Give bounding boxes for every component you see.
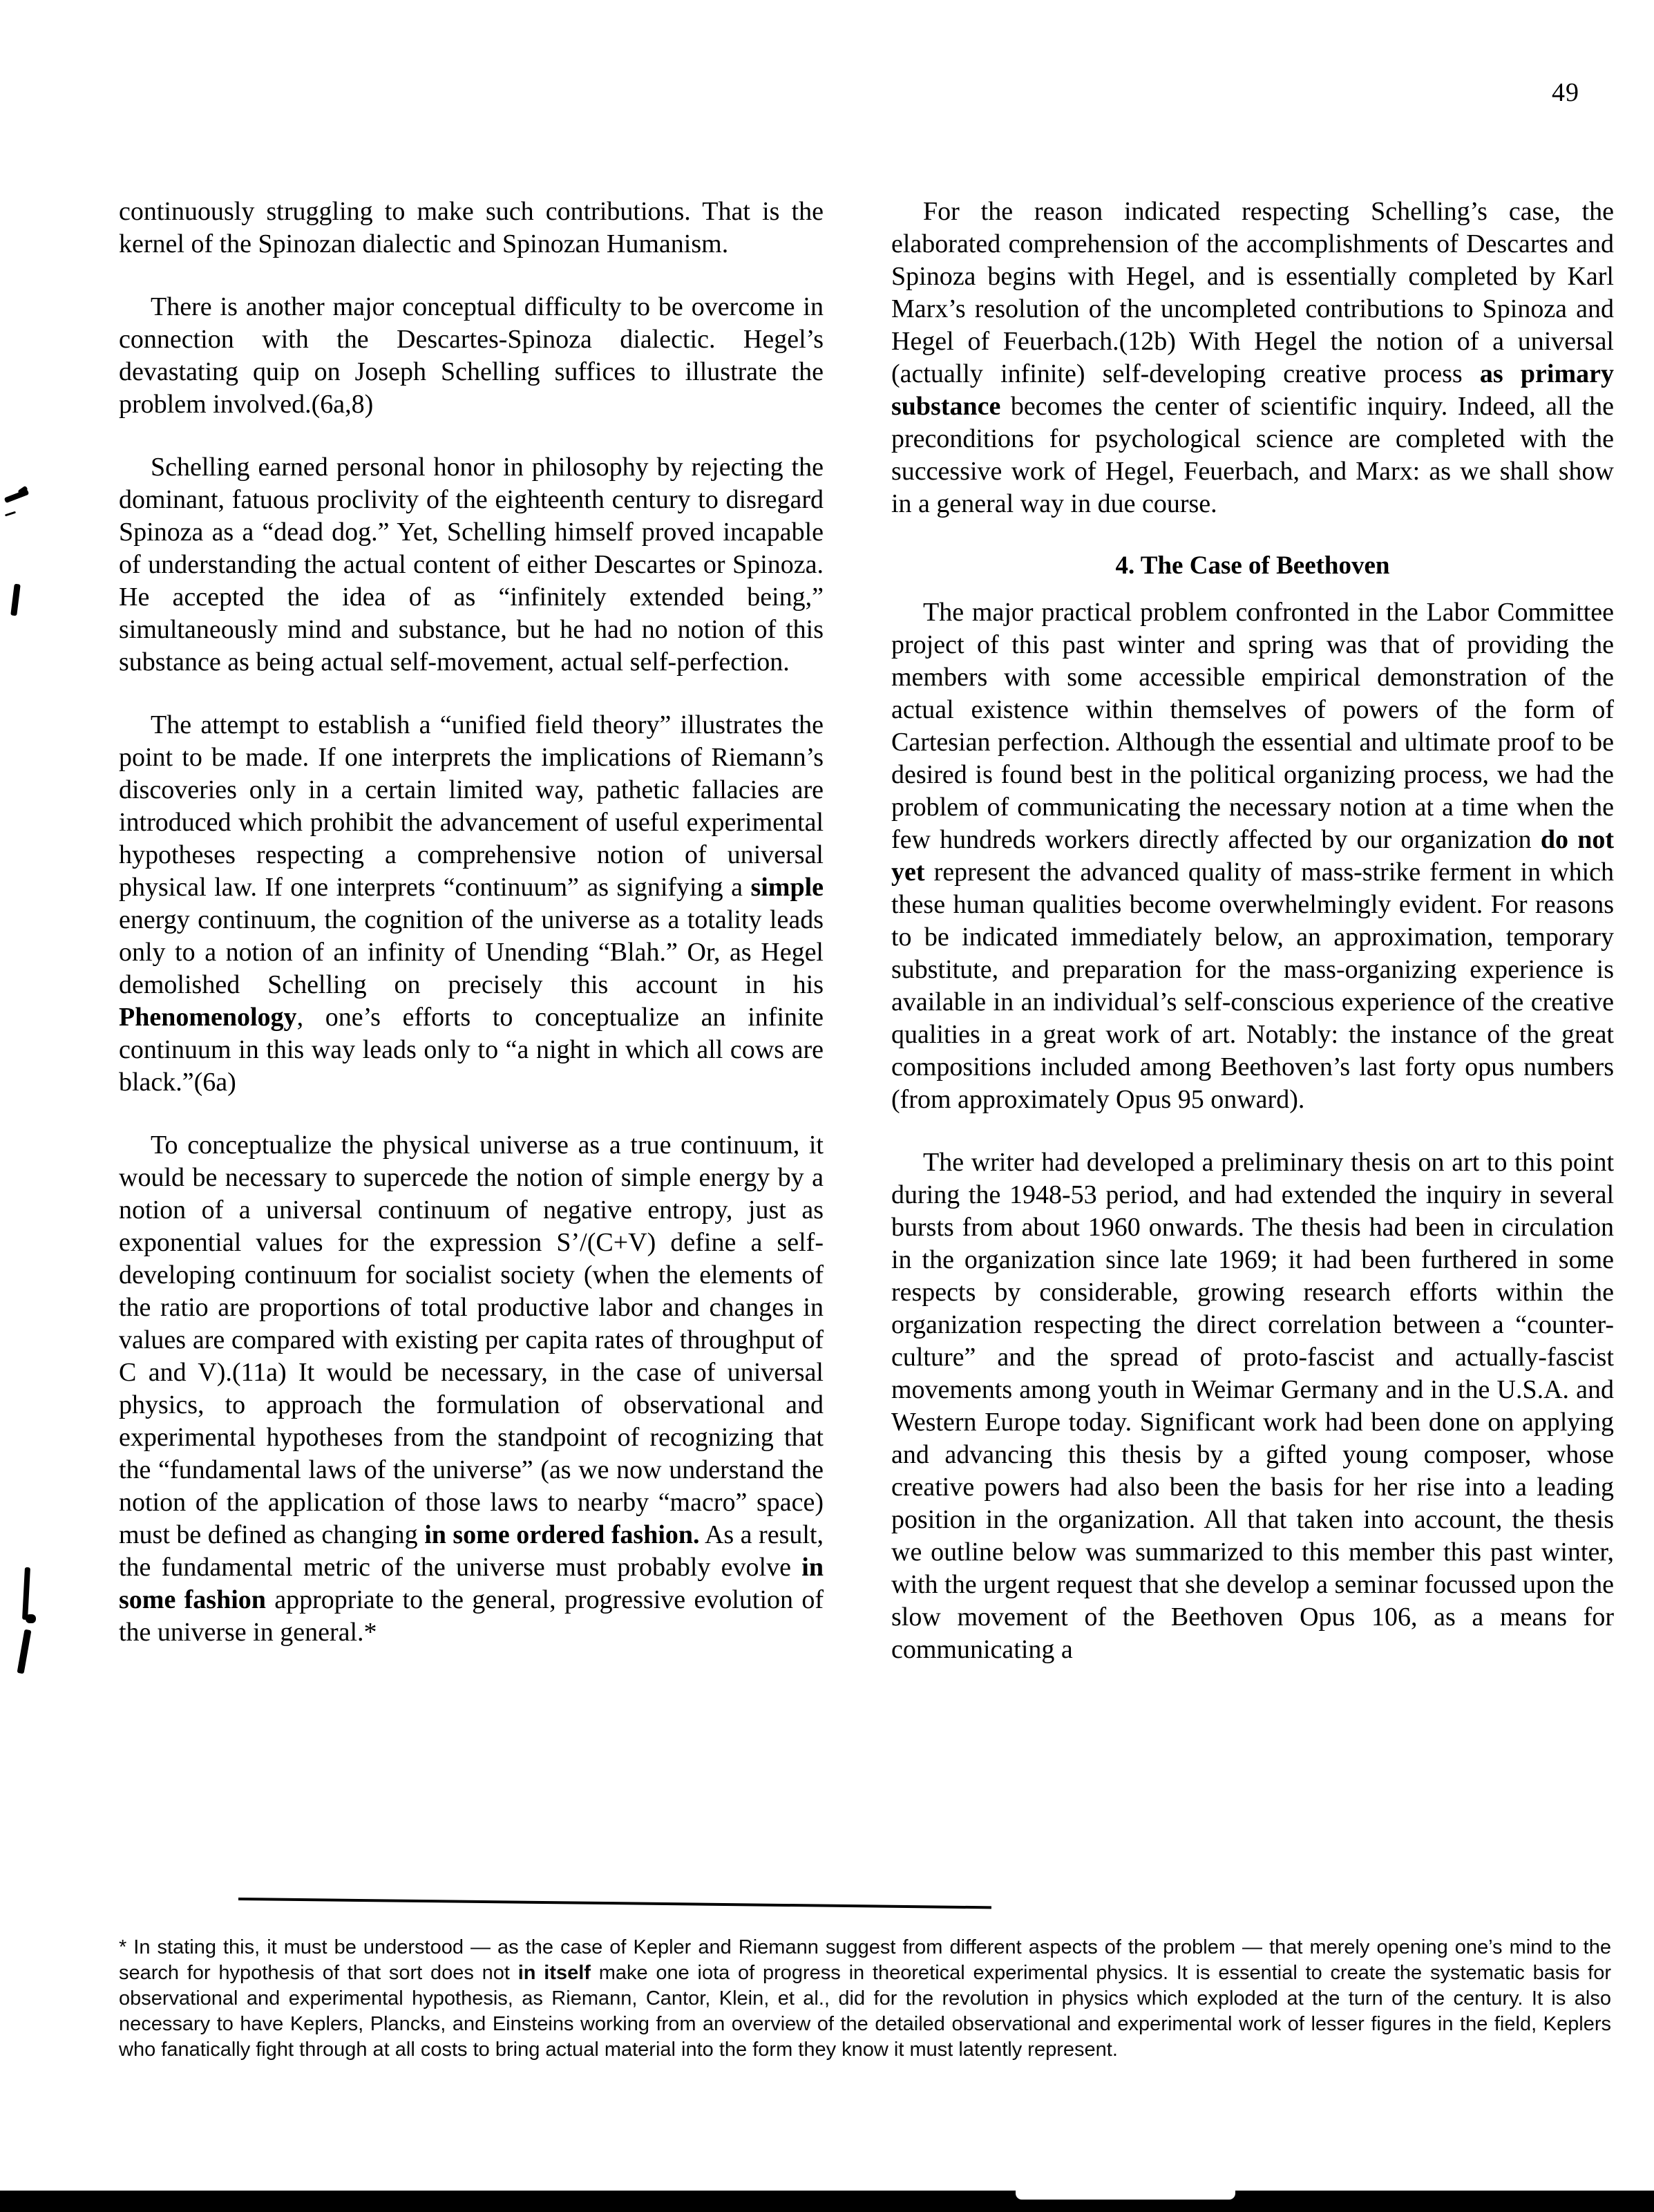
right-column	[891, 196, 1614, 1696]
paragraph	[119, 1129, 824, 1649]
left-column	[119, 196, 824, 1696]
text-segment: The major practical problem confronted in the Labor Committee project of this past winter and spring was that of providing the members with some accessible empirical demonstration of the actual existence within themselves of powers of the form of Cartesian perfection. Although the essential and ultimate proof to be desired is found best in the political organizing process, we had the problem of communicating the necessary notion at a time when the few hundreds workers directly affected by our organization	[891, 598, 1614, 854]
bold-text-segment: in itself	[517, 1962, 591, 1984]
paragraph	[891, 1146, 1614, 1666]
section-heading: 4. The Case of Beethoven	[1115, 551, 1390, 580]
paragraph	[119, 196, 824, 261]
text-segment: becomes the center of scientific inquiry. Indeed, all the preconditions for psychological science are completed with the successive work of Hegel, Feuerbach, and Marx: as we shall show in a general way in due course.	[891, 392, 1614, 518]
page-number: 49	[1552, 78, 1579, 107]
bold-text-segment: in some ordered fashion.	[424, 1520, 700, 1549]
scan-edge-bar-notch	[1016, 2191, 1235, 2200]
paragraph	[119, 451, 824, 679]
text-segment: Schelling earned personal honor in philosophy by rejecting the dominant, fatuous proclivity of the eighteenth century to disregard Spinoza as a “dead dog.” Yet, Schelling himself proved incapable of understanding the actual content of either Descartes or Spinoza. He accepted the idea of as “infinitely extended being,” simultaneously mind and substance, but he had no notion of this substance as being actual self-movement, actual self-perfection.	[119, 453, 824, 677]
text-segment: represent the advanced quality of mass-strike ferment in which these human qualities become overwhelmingly evident. For reasons to be indicated immediately below, an approximation, temporary substitute, and preparation for the mass-organizing experience is available in an individual’s self-conscious experience of the creative qualities in a great work of art. Notably: the instance of the great compositions included among Beethoven’s last forty opus numbers (from approximately Opus 95 onward).	[891, 858, 1614, 1114]
text-segment: The attempt to establish a “unified field theory” illustrates the point to be made. If one interprets the implications of Riemann’s discoveries only in a certain limited way, pathetic fallacies are introduced which prohibit the advancement of useful experimental hypotheses respecting a comprehensive notion of universal physical law. If one interprets “continuum” as signifying a	[119, 710, 824, 902]
paragraph	[119, 291, 824, 421]
text-segment: continuously struggling to make such contributions. That is the kernel of the Spinozan dialectic and Spinozan Humanism.	[119, 197, 824, 258]
paragraph	[119, 709, 824, 1099]
text-segment: energy continuum, the cognition of the universe as a totality leads only to a notion of an infinity of Unending “Blah.” Or, as Hegel demolished Schelling on precisely this account in his	[119, 905, 824, 999]
bold-text-segment: do not yet	[891, 825, 1614, 887]
text-segment: make one iota of progress in theoretical experimental physics. It is essential to create the systematic basis for observational and experimental hypothesis, as Riemann, Cantor, Klein, et al., did for the revolution in physics which exploded at the turn of the century. It is also necessary to have Keplers, Plancks, and Einsteins working from an overview of the detailed observational and experimental work of lesser figures in the field, Keplers who fanatically fight through at all costs to bring actual material into the form they know it must latently represent.	[119, 1962, 1611, 2061]
margin-pen-mark	[5, 511, 16, 517]
text-segment: There is another major conceptual difficulty to be overcome in connection with the Descartes-Spinoza dialectic. Hegel’s devastating quip on Joseph Schelling suffices to illustrate the problem involved.(6a,8)	[119, 292, 824, 419]
text-segment: appropriate to the general, progressive evolution of the universe in general.*	[119, 1585, 824, 1647]
margin-pen-mark	[10, 584, 21, 616]
text-segment: To conceptualize the physical universe as a true continuum, it would be necessary to supercede the notion of simple energy by a notion of a universal continuum of negative entropy, just as exponential values for the expression S’/(C+V) define a self-developing continuum for socialist society (when the elements of the ratio are proportions of total productive labor and changes in values are compared with existing per capita rates of throughput of C and V).(11a) It would be necessary, in the case of universal physics, to approach the formulation of observational and experimental hypotheses from the standpoint of recognizing that the “fundamental laws of the universe” (as we now understand the notion of the application of those laws to nearby “macro” space) must be defined as changing	[119, 1131, 824, 1549]
paragraph	[891, 596, 1614, 1116]
text-segment: , one’s efforts to conceptualize an infinite continuum in this way leads only to “a night in which all cows are black.”(6a)	[119, 1003, 824, 1097]
footnote-text	[119, 1935, 1611, 2063]
text-segment: As a result, the fundamental metric of the universe must probably evolve	[119, 1520, 824, 1582]
bold-text-segment: Phenomenology	[119, 1003, 297, 1032]
bold-text-segment: as primary substance	[891, 359, 1614, 421]
margin-pen-mark	[22, 1567, 30, 1620]
text-segment: For the reason indicated respecting Schelling’s case, the elaborated comprehension of the accomplishments of Descartes and Spinoza begins with Hegel, and is essentially completed by Karl Marx’s resolution of the uncompleted contributions to Spinoza and Hegel of Feuerbach.(12b) With Hegel the notion of a universal (actually infinite) self-developing creative process	[891, 197, 1614, 388]
margin-pen-mark	[26, 1614, 36, 1623]
text-segment: * In stating this, it must be understood — as the case of Kepler and Riemann suggest from different aspects of the problem — that merely opening one’s mind to the search for hypothesis of that sort does not	[119, 1936, 1611, 1984]
bold-text-segment: in some fashion	[119, 1553, 824, 1614]
footnote-separator-rule	[238, 1898, 991, 1909]
paragraph	[891, 196, 1614, 520]
bold-text-segment: simple	[750, 873, 824, 902]
scan-edge-bar	[0, 2191, 1654, 2212]
text-segment: The writer had developed a preliminary thesis on art to this point during the 1948-53 period, and had extended the inquiry in several bursts from about 1960 onwards. The thesis had been in circulation in the organization since late 1969; it had been furthered in some respects by considerable, growing research efforts within the organization respecting the direct correlation between a “counter-culture” and the spread of proto-fascist and actually-fascist movements among youth in Weimar Germany and in the U.S.A. and Western Europe today. Significant work had been done on applying and advancing this thesis by a gifted young composer, whose creative powers had also been the basis for her rise into a leading position in the organization. All that taken into account, the thesis we outline below was summarized to this member this past winter, with the urgent request that she develop a seminar focussed upon the slow movement of the Beethoven Opus 106, as a means for communicating a	[891, 1148, 1614, 1664]
two-column-text-body	[119, 196, 1614, 1696]
margin-pen-mark	[17, 1629, 32, 1674]
